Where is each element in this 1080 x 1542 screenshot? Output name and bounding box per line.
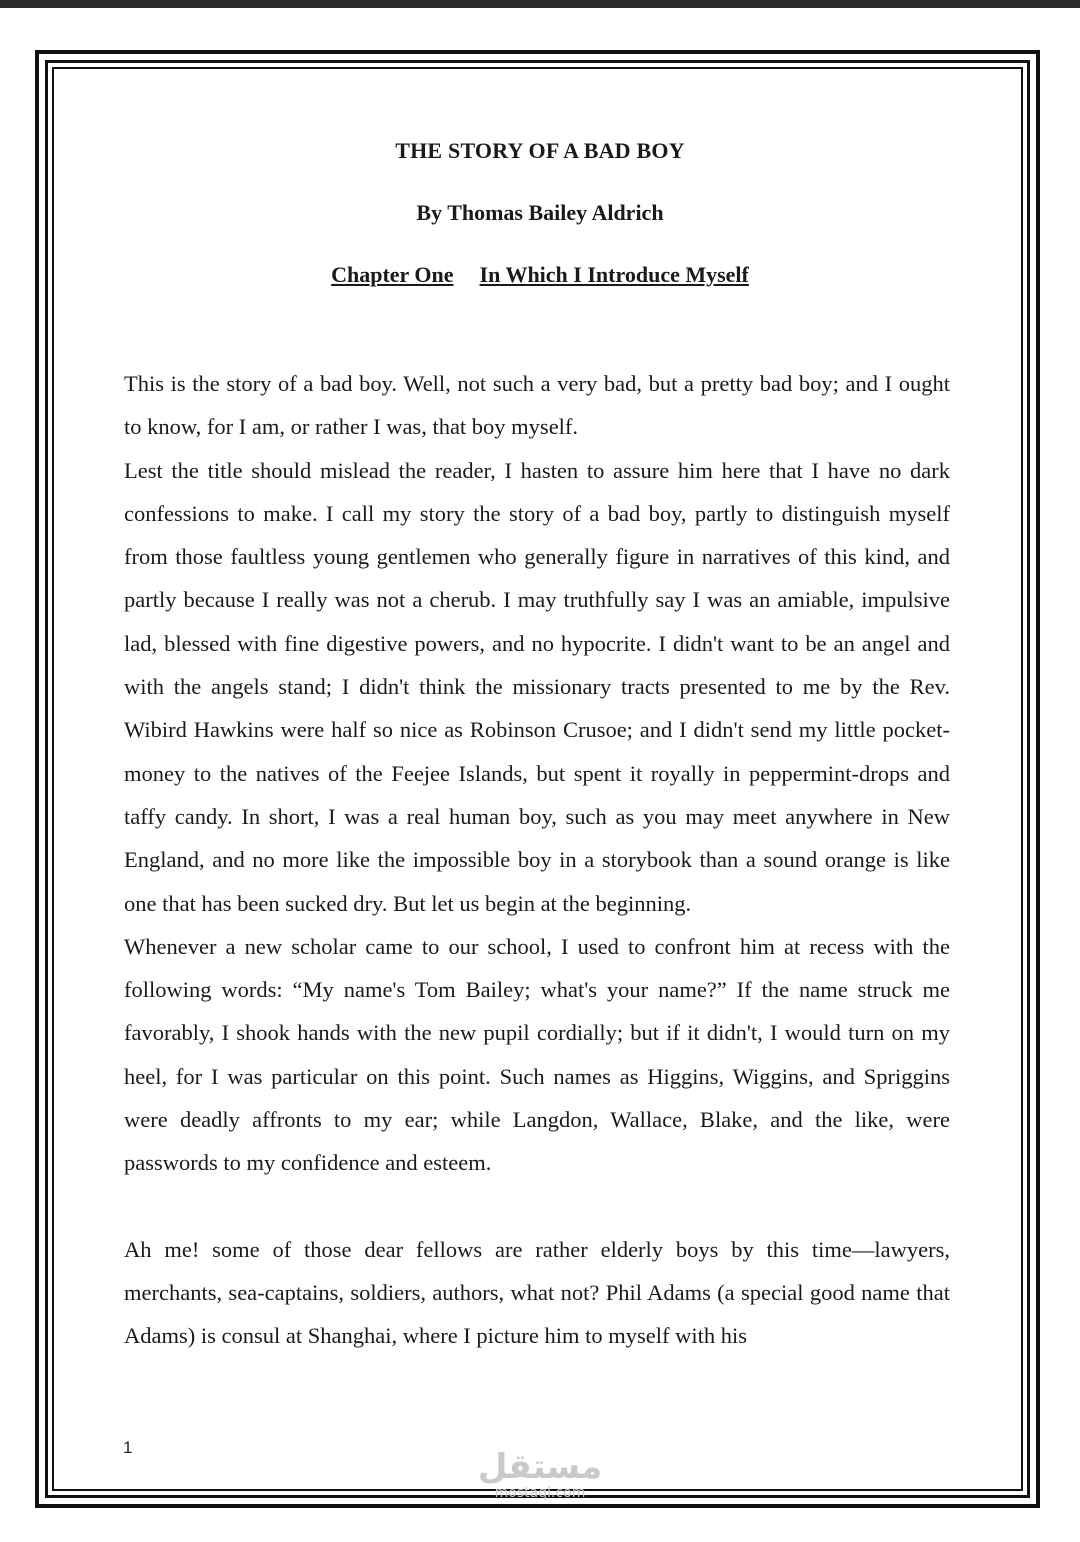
paragraph: Lest the title should mislead the reader, I hasten to assure him here that I have no dark confessions to make. I call my story the story of a bad boy, partly to distinguish myself from those faultless young gentlemen who generally figure in narratives of this kind, and partly because I really was not a cherub. I may truthfully say I was an amiable, impulsive lad, blessed with fine digestive powers, and no hypocrite. I didn't want to be an angel and with the angels stand; I didn't think the missionary tracts presented to me by the Rev. Wibird Hawkins were half so nice as Robinson Crusoe; and I didn't send my little pocket-money to the natives of the Feejee Islands, but spent it royally in peppermint-drops and taffy candy. In short, I was a real human boy, such as you may meet anywhere in New England, and no more like the impossible boy in a storybook than a sound orange is like one that has been sucked dry. But let us begin at the beginning. bbox=[124, 457, 950, 916]
document-title: THE STORY OF A BAD BOY bbox=[395, 138, 685, 163]
chapter-title: In Which I Introduce Myself bbox=[479, 262, 749, 287]
body-text bbox=[124, 362, 950, 1358]
watermark-url: mostaql.com bbox=[494, 1485, 586, 1501]
paragraph: Whenever a new scholar came to our school, I used to confront him at recess with the following words: “My name's Tom Bailey; what's your name?” If the name struck me favorably, I shook hands with the new pupil cordially; but if it didn't, I would turn on my heel, for I was particular on this point. Such names as Higgins, Wiggins, and Spriggins were deadly affronts to my ear; while Langdon, Wallace, Blake, and the like, were passwords to my confidence and esteem. bbox=[124, 933, 950, 1176]
page-number: 1 bbox=[123, 1438, 133, 1457]
watermark-logo bbox=[470, 1448, 610, 1500]
chapter-heading bbox=[0, 262, 1080, 288]
paragraph: Ah me! some of those dear fellows are rather elderly boys by this time—lawyers, merchants, sea-captains, soldiers, authors, what not? Phil Adams (a special good name that Adams) is consul at Shanghai, where I picture him to myself with his bbox=[124, 1236, 950, 1349]
top-bar bbox=[0, 0, 1080, 8]
paragraph: This is the story of a bad boy. Well, not such a very bad, but a pretty bad boy; and I ought to know, for I am, or rather I was, that boy myself. bbox=[124, 371, 950, 440]
document-author: By Thomas Bailey Aldrich bbox=[416, 200, 664, 225]
chapter-number: Chapter One bbox=[331, 262, 454, 287]
watermark-text: مستقل bbox=[477, 1447, 603, 1487]
